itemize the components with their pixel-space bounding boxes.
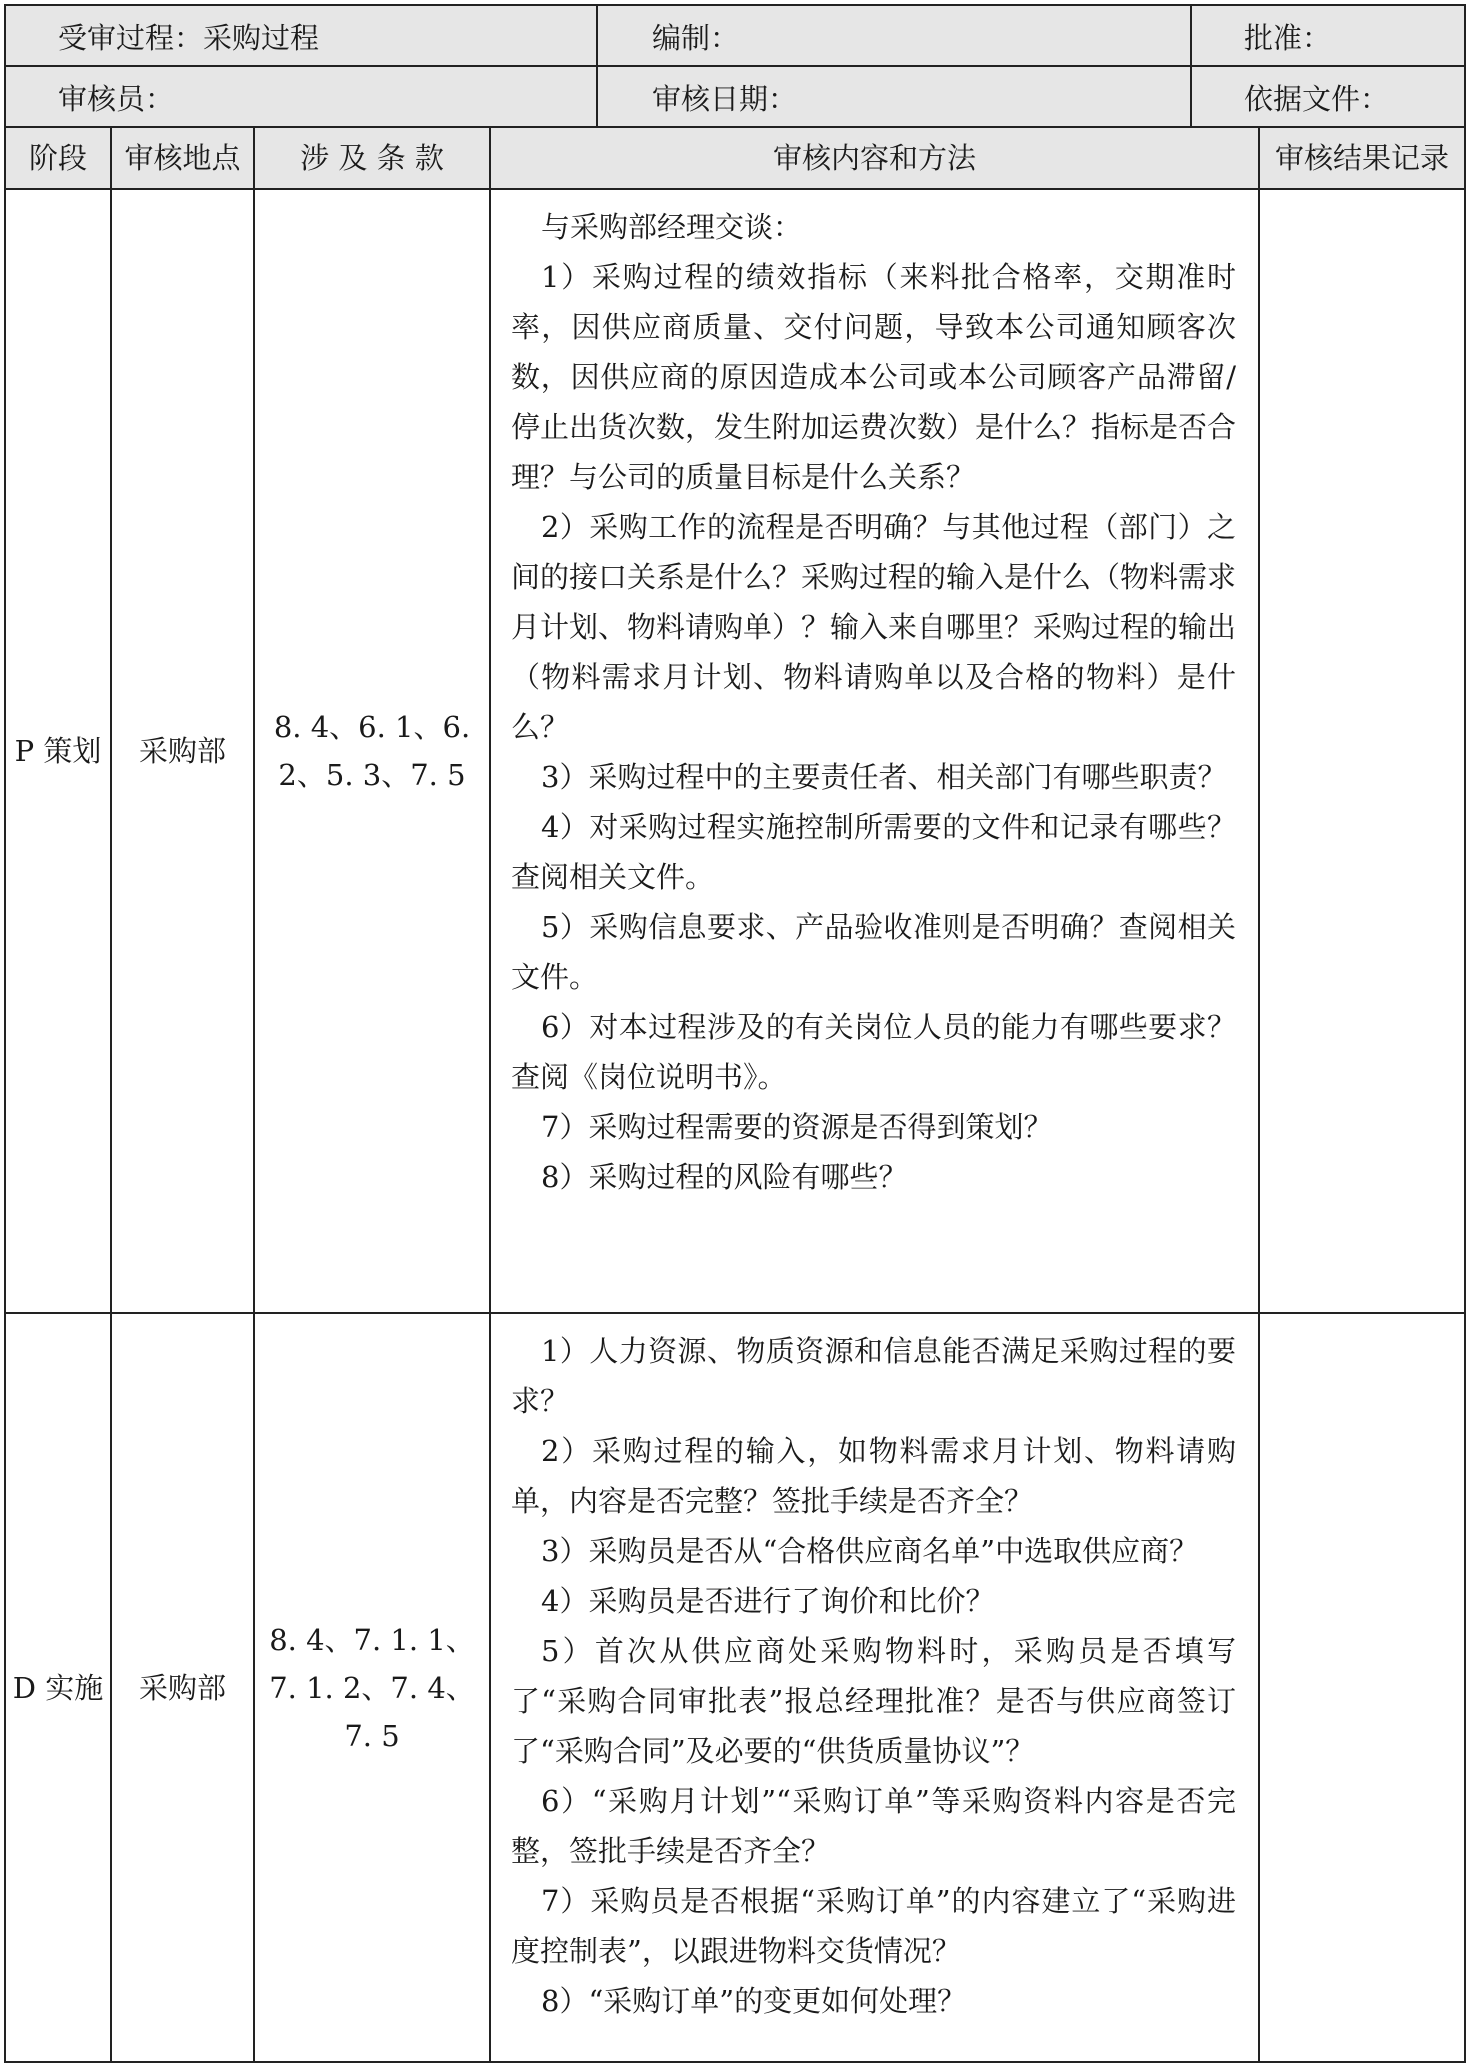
row-d-result bbox=[1260, 1314, 1464, 2061]
header-divider-2 bbox=[1190, 6, 1192, 128]
row-p-paragraph: 6）对本过程涉及的有关岗位人员的能力有哪些要求？查阅《岗位说明书》。 bbox=[511, 1010, 1236, 1094]
row-d-content bbox=[491, 1314, 1260, 2061]
row-d-location: 采购部 bbox=[112, 1314, 255, 2061]
row-p-paragraph: 7）采购过程需要的资源是否得到策划？ bbox=[541, 1110, 1053, 1144]
row-p-paragraph: 1）采购过程的绩效指标（来料批合格率，交期准时率，因供应商质量、交付问题，导致本公司通知顾客次数，因供应商的原因造成本公司或本公司顾客产品滞留/停止出货次数，发生附加运费次数）是什么？指标是否合理？与公司的质量目标是什么关系？ bbox=[511, 260, 1237, 494]
audited-process-label: 受审过程：采购过程 bbox=[58, 21, 320, 55]
auditor-label: 审核员： bbox=[58, 82, 175, 116]
row-d-paragraph: 6）“采购月计划”“采购订单”等采购资料内容是否完整，签批手续是否齐全？ bbox=[511, 1784, 1236, 1868]
col-header-result: 审核结果记录 bbox=[1260, 128, 1464, 190]
row-p-paragraph: 8）采购过程的风险有哪些？ bbox=[541, 1160, 908, 1194]
col-header-stage: 阶段 bbox=[6, 128, 112, 190]
col-header-clauses: 涉 及 条 款 bbox=[255, 128, 491, 190]
row-d-paragraph: 3）采购员是否从“合格供应商名单”中选取供应商？ bbox=[541, 1534, 1199, 1568]
row-d-paragraph: 2）采购过程的输入，如物料需求月计划、物料请购单，内容是否完整？签批手续是否齐全？ bbox=[511, 1434, 1236, 1518]
row-p-paragraph: 5）采购信息要求、产品验收准则是否明确？查阅相关文件。 bbox=[511, 910, 1236, 994]
audit-checklist-table bbox=[4, 4, 1466, 2063]
row-p-paragraph: 2）采购工作的流程是否明确？与其他过程（部门）之间的接口关系是什么？采购过程的输入是什么（物料需求月计划、物料请购单）？输入来自哪里？采购过程的输出（物料需求月计划、物料请购单以及合格的物料）是什么？ bbox=[511, 510, 1237, 744]
col-header-location: 审核地点 bbox=[112, 128, 255, 190]
row-p-location: 采购部 bbox=[112, 190, 255, 1314]
row-p-paragraph: 3）采购过程中的主要责任者、相关部门有哪些职责？ bbox=[541, 760, 1227, 794]
col-header-content: 审核内容和方法 bbox=[491, 128, 1260, 190]
header-divider-1 bbox=[596, 6, 598, 128]
row-p-paragraph: 4）对采购过程实施控制所需要的文件和记录有哪些？查阅相关文件。 bbox=[511, 810, 1236, 894]
row-d-stage: D 实施 bbox=[6, 1314, 112, 2061]
row-p-stage: P 策划 bbox=[6, 190, 112, 1314]
row-p-result bbox=[1260, 190, 1464, 1314]
approved-by-label: 批准： bbox=[1244, 21, 1332, 55]
prepared-by-label: 编制： bbox=[652, 21, 740, 55]
audit-date-label: 审核日期： bbox=[652, 82, 798, 116]
row-d-paragraph: 8）“采购订单”的变更如何处理？ bbox=[541, 1984, 967, 2018]
row-d-paragraph: 5）首次从供应商处采购物料时，采购员是否填写了“采购合同审批表”报总经理批准？是否与供应商签订了“采购合同”及必要的“供货质量协议”？ bbox=[511, 1634, 1236, 1768]
basis-document-label: 依据文件： bbox=[1244, 82, 1390, 116]
row-d-paragraph: 7）采购员是否根据“采购订单”的内容建立了“采购进度控制表”，以跟进物料交货情况？ bbox=[511, 1884, 1236, 1968]
row-p-clauses: 8. 4、6. 1、6. 2、5. 3、7. 5 bbox=[255, 190, 491, 1314]
row-p-paragraph: 与采购部经理交谈： bbox=[541, 210, 803, 244]
row-d-clauses: 8. 4、7. 1. 1、7. 1. 2、7. 4、7. 5 bbox=[255, 1314, 491, 2061]
row-p-content bbox=[491, 190, 1260, 1314]
row-d-paragraph: 4）采购员是否进行了询价和比价？ bbox=[541, 1584, 995, 1618]
row-d-paragraph: 1）人力资源、物质资源和信息能否满足采购过程的要求？ bbox=[511, 1334, 1236, 1418]
